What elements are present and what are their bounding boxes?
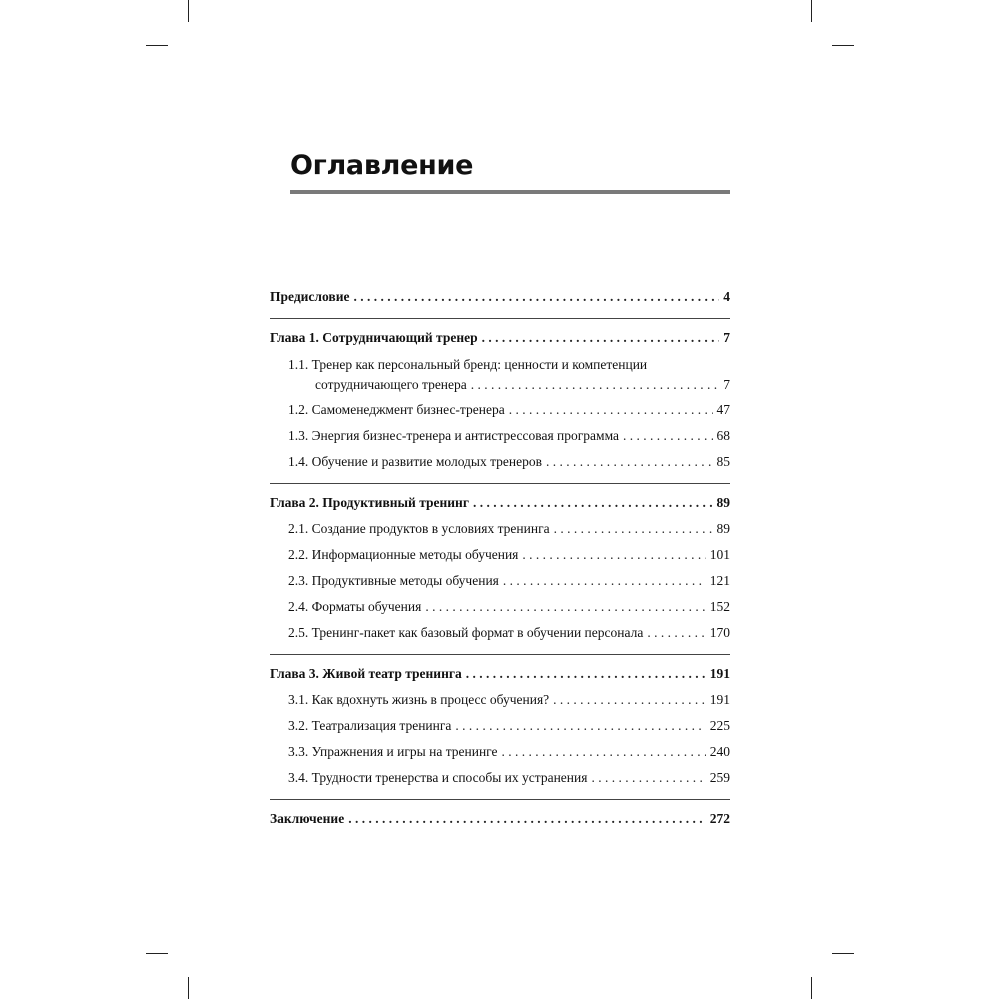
toc-entry-3-3[interactable]: [270, 739, 730, 765]
toc-label: 1.4. Обучение и развитие молодых тренеров: [288, 454, 543, 469]
toc-page-number: 152: [709, 599, 730, 614]
toc-entry-3-1[interactable]: [270, 687, 730, 713]
toc-entry-1-1[interactable]: [270, 351, 730, 397]
toc-label: 2.3. Продуктивные методы обучения: [288, 573, 499, 588]
toc-page-number: 272: [709, 811, 730, 826]
toc-page-number: 89: [716, 521, 730, 536]
toc-label: 3.4. Трудности тренерства и способы их устранения: [288, 770, 588, 785]
toc-page-number: 68: [716, 428, 730, 443]
page-title: Оглавление: [290, 150, 474, 181]
section-divider: [270, 318, 730, 319]
toc-label: 3.1. Как вдохнуть жизнь в процесс обучения?: [288, 692, 550, 707]
toc-page-number: 225: [709, 718, 730, 733]
section-divider: [270, 483, 730, 484]
dot-leader: [425, 594, 705, 620]
toc-entry-2-1[interactable]: [270, 516, 730, 542]
crop-mark: [188, 0, 189, 22]
dot-leader: [553, 687, 706, 713]
table-of-contents: [270, 284, 730, 832]
toc-page-number: 4: [723, 289, 730, 304]
crop-mark: [811, 0, 812, 22]
toc-label: 3.3. Упражнения и игры на тренинге: [288, 744, 498, 759]
dot-leader: [647, 620, 705, 646]
dot-leader: [471, 375, 719, 395]
section-divider: [270, 654, 730, 655]
dot-leader: [503, 568, 706, 594]
crop-mark: [811, 977, 812, 999]
dot-leader: [554, 516, 713, 542]
dot-leader: [455, 713, 705, 739]
toc-entry-2-3[interactable]: [270, 568, 730, 594]
toc-entry-1-2[interactable]: [270, 397, 730, 423]
toc-label: 2.2. Информационные методы обучения: [288, 547, 519, 562]
crop-mark: [188, 977, 189, 999]
toc-label: Заключение: [270, 811, 345, 826]
crop-mark: [146, 953, 168, 954]
toc-label: 1.3. Энергия бизнес-тренера и антистрессовая программа: [288, 428, 620, 443]
toc-page-number: 47: [716, 402, 730, 417]
dot-leader: [482, 325, 720, 351]
dot-leader: [546, 449, 712, 475]
toc-label: Глава 3. Живой театр тренинга: [270, 666, 462, 681]
toc-page-number: 7: [723, 330, 730, 345]
toc-label: Глава 1. Сотрудничающий тренер: [270, 330, 478, 345]
toc-label: 2.4. Форматы обучения: [288, 599, 422, 614]
toc-entry-3-2[interactable]: [270, 713, 730, 739]
toc-page-number: 89: [716, 495, 730, 510]
dot-leader: [623, 423, 712, 449]
toc-label: 1.2. Самоменеджмент бизнес-тренера: [288, 402, 505, 417]
toc-page-number: 259: [709, 770, 730, 785]
dot-leader: [353, 284, 719, 310]
toc-entry-2-5[interactable]: [270, 620, 730, 646]
dot-leader: [348, 806, 706, 832]
toc-entry-chapter-1[interactable]: [270, 325, 730, 351]
crop-mark: [832, 45, 854, 46]
toc-page-number: 101: [709, 547, 730, 562]
toc-label: 1.1. Тренер как персональный бренд: ценности и компетенции: [288, 357, 648, 372]
toc-entry-1-4[interactable]: [270, 449, 730, 475]
toc-entry-2-2[interactable]: [270, 542, 730, 568]
toc-entry-chapter-2[interactable]: [270, 490, 730, 516]
toc-page-number: 191: [709, 666, 730, 681]
toc-page-number: 121: [709, 573, 730, 588]
toc-label: 2.5. Тренинг-пакет как базовый формат в обучении персонала: [288, 625, 644, 640]
toc-entry-preface[interactable]: [270, 284, 730, 310]
dot-leader: [522, 542, 705, 568]
dot-leader: [473, 490, 713, 516]
toc-label: Предисловие: [270, 289, 350, 304]
toc-label: Глава 2. Продуктивный тренинг: [270, 495, 469, 510]
toc-page-number: 7: [723, 377, 730, 392]
toc-entry-conclusion[interactable]: [270, 806, 730, 832]
toc-label: 3.2. Театрализация тренинга: [288, 718, 452, 733]
toc-page-number: 191: [709, 692, 730, 707]
dot-leader: [466, 661, 706, 687]
crop-mark: [832, 953, 854, 954]
toc-page-number: 240: [709, 744, 730, 759]
dot-leader: [591, 765, 705, 791]
dot-leader: [502, 739, 706, 765]
section-divider: [270, 799, 730, 800]
title-rule: [290, 190, 730, 194]
toc-entry-2-4[interactable]: [270, 594, 730, 620]
toc-page-number: 170: [709, 625, 730, 640]
toc-entry-1-3[interactable]: [270, 423, 730, 449]
crop-mark: [146, 45, 168, 46]
dot-leader: [509, 397, 713, 423]
toc-label-continued: сотрудничающего тренера: [315, 377, 467, 392]
toc-entry-chapter-3[interactable]: [270, 661, 730, 687]
toc-entry-3-4[interactable]: [270, 765, 730, 791]
toc-label: 2.1. Создание продуктов в условиях тренинга: [288, 521, 550, 536]
toc-page-number: 85: [716, 454, 730, 469]
